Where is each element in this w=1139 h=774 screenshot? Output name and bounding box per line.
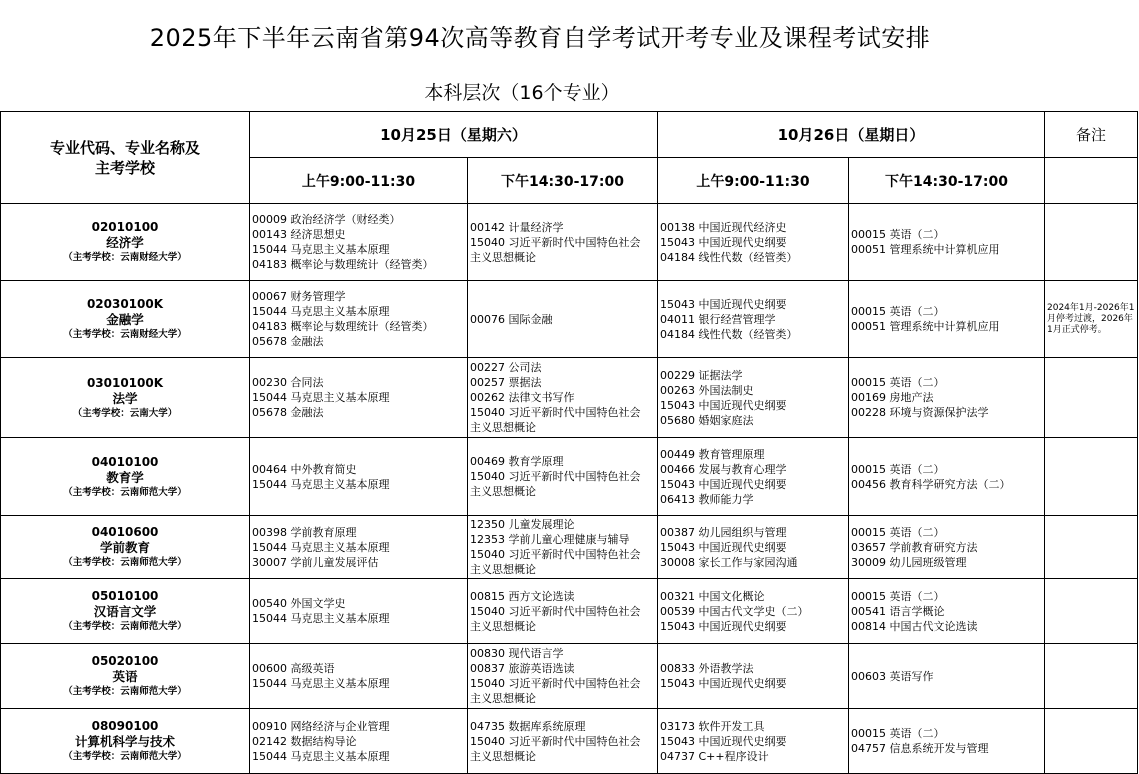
- course-cell-s3: [658, 516, 849, 579]
- major-school: （主考学校：云南师范大学）: [63, 486, 187, 498]
- course-line: 00387 幼儿园组织与管理: [660, 525, 787, 539]
- major-code: 04010100: [91, 454, 159, 469]
- course-line: 00015 英语（二）: [851, 525, 945, 539]
- course-line: 15043 中国近现代史纲要: [660, 398, 787, 412]
- course-line: 00469 教育学原理: [470, 455, 564, 468]
- course-line: 15040 习近平新时代中国特色社会: [470, 470, 641, 483]
- day2-header: 10月26日（星期日）: [658, 112, 1045, 158]
- course-line: 00076 国际金融: [470, 312, 553, 326]
- course-line: 00321 中国文化概论: [660, 589, 765, 603]
- course-line: 15044 马克思主义基本原理: [252, 391, 390, 404]
- course-line: 00541 语言学概论: [851, 604, 945, 618]
- major-school: （主考学校：云南大学）: [72, 407, 178, 419]
- course-line: 02142 数据结构导论: [252, 734, 357, 748]
- course-cell-s1: [250, 709, 468, 774]
- major-cell: [1, 438, 250, 516]
- course-line: 00051 管理系统中计算机应用: [851, 243, 1000, 256]
- course-line: 00815 西方文论选读: [470, 589, 575, 603]
- course-line: 00814 中国古代文论选读: [851, 619, 978, 633]
- major-name: 法学: [112, 390, 138, 406]
- course-line: 00600 高级英语: [252, 662, 335, 675]
- course-line: 30009 幼儿园班级管理: [851, 555, 967, 569]
- course-cell-s3: [658, 644, 849, 709]
- major-name: 计算机科学与技术: [74, 734, 175, 749]
- major-name: 金融学: [106, 312, 144, 327]
- course-line: 30007 学前儿童发展评估: [252, 555, 379, 569]
- course-line: 15043 中国近现代史纲要: [660, 297, 787, 311]
- course-line: 00466 发展与教育心理学: [660, 462, 787, 476]
- course-cell-s3: [658, 438, 849, 516]
- course-line: 04183 概率论与数理统计（经管类）: [252, 258, 434, 271]
- major-code: 02030100K: [86, 297, 164, 311]
- course-line: 15043 中国近现代史纲要: [660, 734, 787, 748]
- course-line: 00015 英语（二）: [851, 228, 945, 241]
- remark-cell: [1045, 644, 1138, 709]
- course-line: 15043 中国近现代史纲要: [660, 619, 787, 633]
- course-line: 00540 外国文学史: [252, 597, 346, 610]
- course-line: 04183 概率论与数理统计（经管类）: [252, 320, 434, 333]
- course-line: 15044 马克思主义基本原理: [252, 305, 390, 318]
- course-cell-s2: [468, 709, 658, 774]
- course-line: 04184 线性代数（经管类）: [660, 250, 798, 264]
- course-line: 15040 习近平新时代中国特色社会: [470, 734, 641, 748]
- course-cell-s4: [849, 579, 1045, 644]
- course-line: 15044 马克思主义基本原理: [252, 540, 390, 554]
- course-line: 15040 习近平新时代中国特色社会: [470, 604, 641, 618]
- course-cell-s1: [250, 281, 468, 358]
- course-cell-s2: [468, 281, 658, 358]
- course-line: 15044 马克思主义基本原理: [252, 749, 390, 763]
- course-line: 03173 软件开发工具: [660, 719, 765, 733]
- course-line: 15044 马克思主义基本原理: [252, 612, 390, 625]
- exam-schedule-table: [0, 111, 1138, 774]
- course-line: 00229 证据法学: [660, 368, 743, 382]
- course-cell-s3: [658, 579, 849, 644]
- major-code: 05020100: [91, 654, 159, 668]
- course-line: 00015 英语（二）: [851, 727, 945, 740]
- course-line: 15040 习近平新时代中国特色社会: [470, 548, 641, 561]
- course-line: 15040 习近平新时代中国特色社会: [470, 235, 641, 249]
- course-cell-s3: [658, 358, 849, 438]
- major-school: （主考学校：云南师范大学）: [63, 686, 187, 697]
- course-cell-s1: [250, 438, 468, 516]
- course-line: 15044 马克思主义基本原理: [252, 477, 390, 491]
- course-line: 主义思想概论: [470, 563, 536, 576]
- course-cell-s2: [468, 579, 658, 644]
- course-cell-s3: [658, 709, 849, 774]
- major-code: 08090100: [91, 719, 159, 733]
- remark-cell: [1045, 516, 1138, 579]
- major-name: 英语: [112, 669, 138, 684]
- major-cell: [1, 358, 250, 438]
- course-line: 主义思想概论: [470, 485, 536, 498]
- remark-cell: [1045, 709, 1138, 774]
- course-line: 00456 教育科学研究方法（二）: [851, 477, 1011, 491]
- table-row: [1, 709, 1138, 774]
- remark-cell: [1045, 579, 1138, 644]
- course-line: 00067 财务管理学: [252, 290, 346, 303]
- course-line: 12350 儿童发展理论: [470, 518, 575, 531]
- course-cell-s1: [250, 579, 468, 644]
- course-cell-s2: [468, 358, 658, 438]
- course-cell-s2: [468, 644, 658, 709]
- course-line: 00169 房地产法: [851, 391, 934, 404]
- course-line: 04757 信息系统开发与管理: [851, 742, 989, 755]
- table-row: [1, 204, 1138, 281]
- course-line: 04011 银行经营管理学: [660, 312, 776, 326]
- major-school: （主考学校：云南财经大学）: [63, 252, 187, 263]
- course-cell-s1: [250, 358, 468, 438]
- major-cell: [1, 644, 250, 709]
- day1-pm-header: 下午14:30-17:00: [468, 158, 658, 204]
- course-line: 00464 中外教育简史: [252, 462, 357, 476]
- course-line: 00910 网络经济与企业管理: [252, 719, 390, 733]
- course-line: 00015 英语（二）: [851, 589, 945, 603]
- course-line: 15043 中国近现代史纲要: [660, 477, 787, 491]
- table-row: [1, 579, 1138, 644]
- course-line: 主义思想概论: [470, 749, 536, 763]
- remark-cell: [1045, 204, 1138, 281]
- major-cell: [1, 579, 250, 644]
- remark-header: 备注: [1045, 112, 1138, 158]
- table-row: [1, 358, 1138, 438]
- course-line: 00227 公司法: [470, 361, 542, 374]
- course-line: 00143 经济思想史: [252, 228, 346, 241]
- major-code: 05010100: [91, 589, 159, 603]
- course-line: 00603 英语写作: [851, 669, 934, 683]
- course-line: 15044 马克思主义基本原理: [252, 677, 390, 690]
- course-line: 00837 旅游英语选读: [470, 662, 575, 675]
- course-line: 主义思想概论: [470, 692, 536, 705]
- course-line: 主义思想概论: [470, 421, 536, 434]
- course-line: 15043 中国近现代史纲要: [660, 235, 787, 249]
- course-line: 15043 中国近现代史纲要: [660, 540, 787, 554]
- course-line: 05678 金融法: [252, 335, 324, 348]
- major-name: 教育学: [106, 469, 144, 485]
- remark-cell: [1045, 358, 1138, 438]
- major-column-header: 专业代码、专业名称及主考学校: [1, 112, 250, 204]
- table-row: [1, 281, 1138, 358]
- course-cell-s3: [658, 204, 849, 281]
- major-name: 经济学: [106, 235, 144, 250]
- course-line: 04184 线性代数（经管类）: [660, 327, 798, 341]
- major-code: 02010100: [91, 220, 159, 234]
- course-line: 00257 票据法: [470, 376, 542, 389]
- major-name: 学前教育: [99, 540, 150, 555]
- major-cell: [1, 709, 250, 774]
- course-line: 00009 政治经济学（财经类）: [252, 213, 401, 226]
- course-line: 04737 C++程序设计: [660, 749, 769, 763]
- remark-header-blank: [1045, 158, 1138, 204]
- course-line: 00015 英语（二）: [851, 305, 945, 318]
- major-school: （主考学校：云南财经大学）: [63, 329, 187, 340]
- course-line: 30008 家长工作与家园沟通: [660, 555, 798, 569]
- course-line: 00230 合同法: [252, 376, 324, 389]
- course-cell-s1: [250, 644, 468, 709]
- remark-cell: [1045, 438, 1138, 516]
- course-cell-s4: [849, 516, 1045, 579]
- major-school: （主考学校：云南师范大学）: [63, 621, 187, 632]
- level-subtitle: 本科层次（16个专业）: [424, 81, 620, 104]
- course-line: 15044 马克思主义基本原理: [252, 243, 390, 256]
- major-cell: [1, 204, 250, 281]
- course-line: 00015 英语（二）: [851, 462, 945, 476]
- table-row: [1, 644, 1138, 709]
- course-line: 00833 外语教学法: [660, 662, 754, 675]
- course-line: 15040 习近平新时代中国特色社会: [470, 406, 641, 419]
- page-title: 2025年下半年云南省第94次高等教育自学考试开考专业及课程考试安排: [149, 23, 931, 52]
- course-cell-s1: [250, 204, 468, 281]
- course-cell-s4: [849, 204, 1045, 281]
- course-cell-s2: [468, 204, 658, 281]
- course-cell-s4: [849, 438, 1045, 516]
- course-cell-s3: [658, 281, 849, 358]
- course-line: 主义思想概论: [470, 250, 536, 264]
- course-line: 03657 学前教育研究方法: [851, 540, 978, 554]
- course-cell-s2: [468, 438, 658, 516]
- course-cell-s4: [849, 709, 1045, 774]
- major-school: （主考学校：云南师范大学）: [63, 751, 187, 762]
- table-row: [1, 516, 1138, 579]
- course-line: 00830 现代语言学: [470, 647, 564, 660]
- course-line: 00015 英语（二）: [851, 376, 945, 389]
- table-row: [1, 438, 1138, 516]
- course-line: 00138 中国近现代经济史: [660, 220, 787, 234]
- day1-header: 10月25日（星期六）: [250, 112, 658, 158]
- course-line: 15043 中国近现代史纲要: [660, 677, 787, 690]
- course-line: 00142 计量经济学: [470, 220, 564, 234]
- course-cell-s4: [849, 644, 1045, 709]
- major-name: 汉语言文学: [93, 604, 157, 619]
- major-code: 03010100K: [86, 375, 164, 390]
- course-line: 06413 教师能力学: [660, 492, 754, 506]
- course-line: 12353 学前儿童心理健康与辅导: [470, 533, 630, 546]
- course-line: 04735 数据库系统原理: [470, 719, 586, 733]
- course-line: 15040 习近平新时代中国特色社会: [470, 677, 641, 690]
- day1-am-header: 上午9:00-11:30: [250, 158, 468, 204]
- major-school: （主考学校：云南师范大学）: [63, 557, 187, 568]
- course-cell-s4: [849, 281, 1045, 358]
- course-line: 00228 环境与资源保护法学: [851, 406, 989, 419]
- table-body: [1, 204, 1138, 774]
- major-code: 04010600: [91, 525, 159, 539]
- major-cell: [1, 281, 250, 358]
- course-line: 00051 管理系统中计算机应用: [851, 320, 1000, 333]
- day2-pm-header: 下午14:30-17:00: [849, 158, 1045, 204]
- course-line: 主义思想概论: [470, 619, 536, 633]
- day2-am-header: 上午9:00-11:30: [658, 158, 849, 204]
- course-line: 00398 学前教育原理: [252, 525, 357, 539]
- major-cell: [1, 516, 250, 579]
- course-line: 05680 婚姻家庭法: [660, 413, 754, 427]
- course-line: 00262 法律文书写作: [470, 391, 575, 404]
- course-cell-s2: [468, 516, 658, 579]
- course-line: 00263 外国法制史: [660, 383, 754, 397]
- course-cell-s4: [849, 358, 1045, 438]
- course-line: 05678 金融法: [252, 406, 324, 419]
- remark-cell: 2024年1月-2026年1月停考过渡，2026年1月正式停考。: [1045, 281, 1138, 358]
- course-cell-s1: [250, 516, 468, 579]
- course-line: 00449 教育管理原理: [660, 447, 765, 461]
- course-line: 00539 中国古代文学史（二）: [660, 604, 809, 618]
